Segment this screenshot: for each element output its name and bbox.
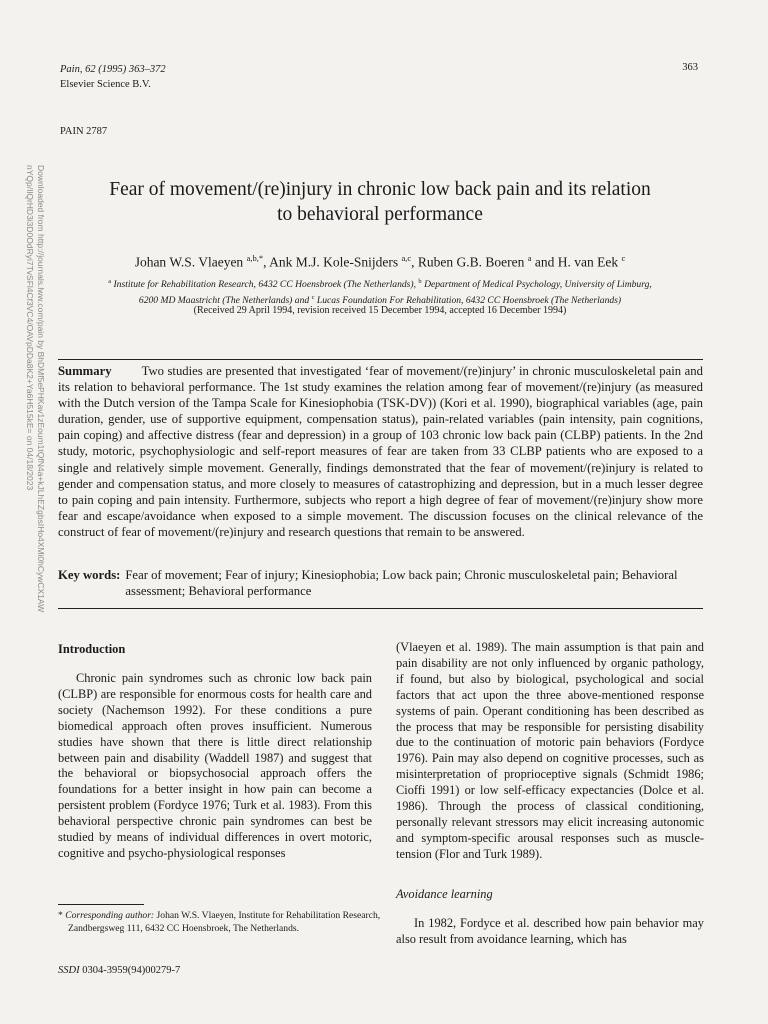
author-affiliation-mark: a,c	[401, 253, 412, 263]
author-list	[60, 253, 700, 271]
affiliation-mark-a: a	[108, 278, 112, 285]
footnote	[58, 910, 386, 935]
keywords-label: Key words:	[58, 568, 121, 582]
page-number: 363	[682, 62, 698, 73]
affiliation-a: Institute for Rehabilitation Research, 6432 CC Hoensbroek (The Netherlands),	[113, 279, 417, 291]
summary-label: Summary	[58, 364, 112, 378]
ssdi-label: SSDI	[58, 965, 80, 976]
journal-info	[60, 62, 166, 92]
affiliations	[70, 275, 690, 307]
article-title	[60, 177, 700, 227]
section-heading-avoidance-learning: Avoidance learning	[396, 887, 493, 901]
footnote-divider	[58, 904, 144, 905]
author-name: H. van Eek	[557, 254, 619, 270]
affiliation-b-continued: 6200 MD Maastricht (The Netherlands) and	[138, 295, 310, 307]
watermark-line-1: Downloaded from http://journals.lww.com/pain by BhDMf5ePHKav1zEoum1tQfN4a+kJLhEZgbsIHo4XMi0hCywCX1AW	[36, 165, 46, 613]
body-column-right-continued	[396, 916, 704, 948]
title-line-2: to behavioral performance	[277, 204, 483, 225]
body-column-left	[58, 671, 372, 862]
footnote-text: Johan W.S. Vlaeyen, Institute for Rehabilitation Research, Zandbergsweg 111, 6432 CC Hoensbroek, The Netherlands.	[68, 910, 381, 934]
affiliation-mark-b: b	[418, 278, 422, 285]
title-line-1: Fear of movement/(re)injury in chronic low back pain and its relation	[109, 179, 651, 200]
affiliation-c: Lucas Foundation For Rehabilitation, 6432 CC Hoensbroek (The Netherlands)	[316, 295, 622, 307]
publisher: Elsevier Science B.V.	[60, 79, 151, 90]
author-affiliation-mark: a,b,*	[246, 253, 264, 263]
author-separator: ,	[411, 254, 418, 270]
watermark-line-2: nYQp/IlQrHD3i3D0OdRyi7TvSFl4Cf3VC4/OAVpDDa8K2+Ya6H515kE= on 04/18/2023	[25, 165, 35, 491]
download-watermark	[22, 165, 46, 645]
journal-citation: Pain, 62 (1995) 363–372	[60, 64, 166, 75]
paragraph: (Vlaeyen et al. 1989). The main assumption is that pain and pain disability are not only influenced by organic pathology, if found, but also by biological, psychological and social factors that act upon the three above-mentioned response systems of pain. Operant conditioning has been described as the process that may be responsible for persisting disability due to the continuation of motoric pain behaviors (Fordyce 1976). Pain may also depend on cognitive processes, such as misinterpretation of proprioceptive signals (Schmidt 1986; Cioffi 1991) or low self-efficacy expectancies (Dolce et al. 1986). Through the process of classical conditioning, personally relevant stressors may elicit increasing autonomic and symptom-specific arousal responses such as muscle-tension (Flor and Turk 1989).	[396, 640, 704, 861]
author-name: Johan W.S. Vlaeyen	[134, 254, 244, 270]
section-heading-introduction: Introduction	[58, 642, 126, 656]
paragraph: In 1982, Fordyce et al. described how pain behavior may also result from avoidance learning, which has	[396, 916, 704, 946]
ssdi	[58, 965, 180, 976]
keywords	[58, 567, 703, 599]
received-dates: (Received 29 April 1994, revision received 15 December 1994, accepted 16 December 1994)	[193, 305, 567, 316]
keywords-text: Fear of movement; Fear of injury; Kinesiophobia; Low back pain; Chronic musculoskeletal pain; Behavioral assessment; Behavioral performance	[125, 568, 678, 598]
footnote-label: Corresponding author:	[65, 910, 155, 921]
paragraph: Chronic pain syndromes such as chronic low back pain (CLBP) are responsible for enormous costs for health care and society (Nachemson 1992). For these conditions a pure biomedical approach often proves insufficient. Numerous studies have shown that there is little direct relationship between pain and disability (Waddell 1987) and suggest that the behavioral or biopsychosocial approach offers the foundations for a better insight in how pain can become a persistent problem (Fordyce 1976; Turk et al. 1983). From this behavioral perspective chronic pain syndromes can best be studied by means of individual differences in overt motoric, cognitive and psycho-physiological responses	[58, 671, 372, 860]
affiliation-mark-c: c	[311, 294, 315, 302]
author-separator: ,	[263, 254, 270, 270]
body-column-right	[396, 640, 704, 863]
author-affiliation-mark: c	[621, 253, 626, 263]
summary-text: Two studies are presented that investigated ‘fear of movement/(re)injury’ in chronic musculoskeletal pain and its relation to behavioral performance. The 1st study examines the relation among fear of movement/(re)injury (as measured with the Dutch version of the Tampa Scale for Kinesiophobia (TSK-DV)) (Kori et al. 1990), biographical variables (age, pain duration, gender, use of supportive equipment, compensation status), pain-related variables (pain intensity, pain cognitions, pain coping) and affective distress (fear and depression) in a group of 103 chronic low back pain (CLBP) patients. In the 2nd study, motoric, psychophysiologic and self-report measures of fear are taken from 33 CLBP patients who are exposed to a single and relatively simple movement. Generally, findings demonstrated that the fear of movement/(re)injury is related to gender and compensation status, and more closely to measures of catastrophizing and depression, but in a much lesser degree to pain coping and pain intensity. Furthermore, subjects who report a high degree of fear of movement/(re)injury show more fear and escape/avoidance when exposed to a simple movement. The discussion focuses on the clinical relevance of the construct of fear of movement/(re)injury and research questions that remain to be answered.	[58, 364, 703, 539]
author-affiliation-mark: a	[527, 253, 532, 263]
divider-top	[58, 359, 703, 360]
divider-bottom	[58, 608, 703, 609]
author-separator: and	[531, 254, 558, 270]
footnote-mark: *	[58, 910, 63, 921]
ssdi-code: 0304-3959(94)00279-7	[82, 965, 181, 976]
article-code: PAIN 2787	[60, 126, 108, 137]
author-name: Ank M.J. Kole-Snijders	[269, 254, 399, 270]
affiliation-b: Department of Medical Psychology, University of Limburg,	[424, 279, 652, 291]
author-name: Ruben G.B. Boeren	[417, 254, 525, 270]
summary	[58, 363, 703, 540]
